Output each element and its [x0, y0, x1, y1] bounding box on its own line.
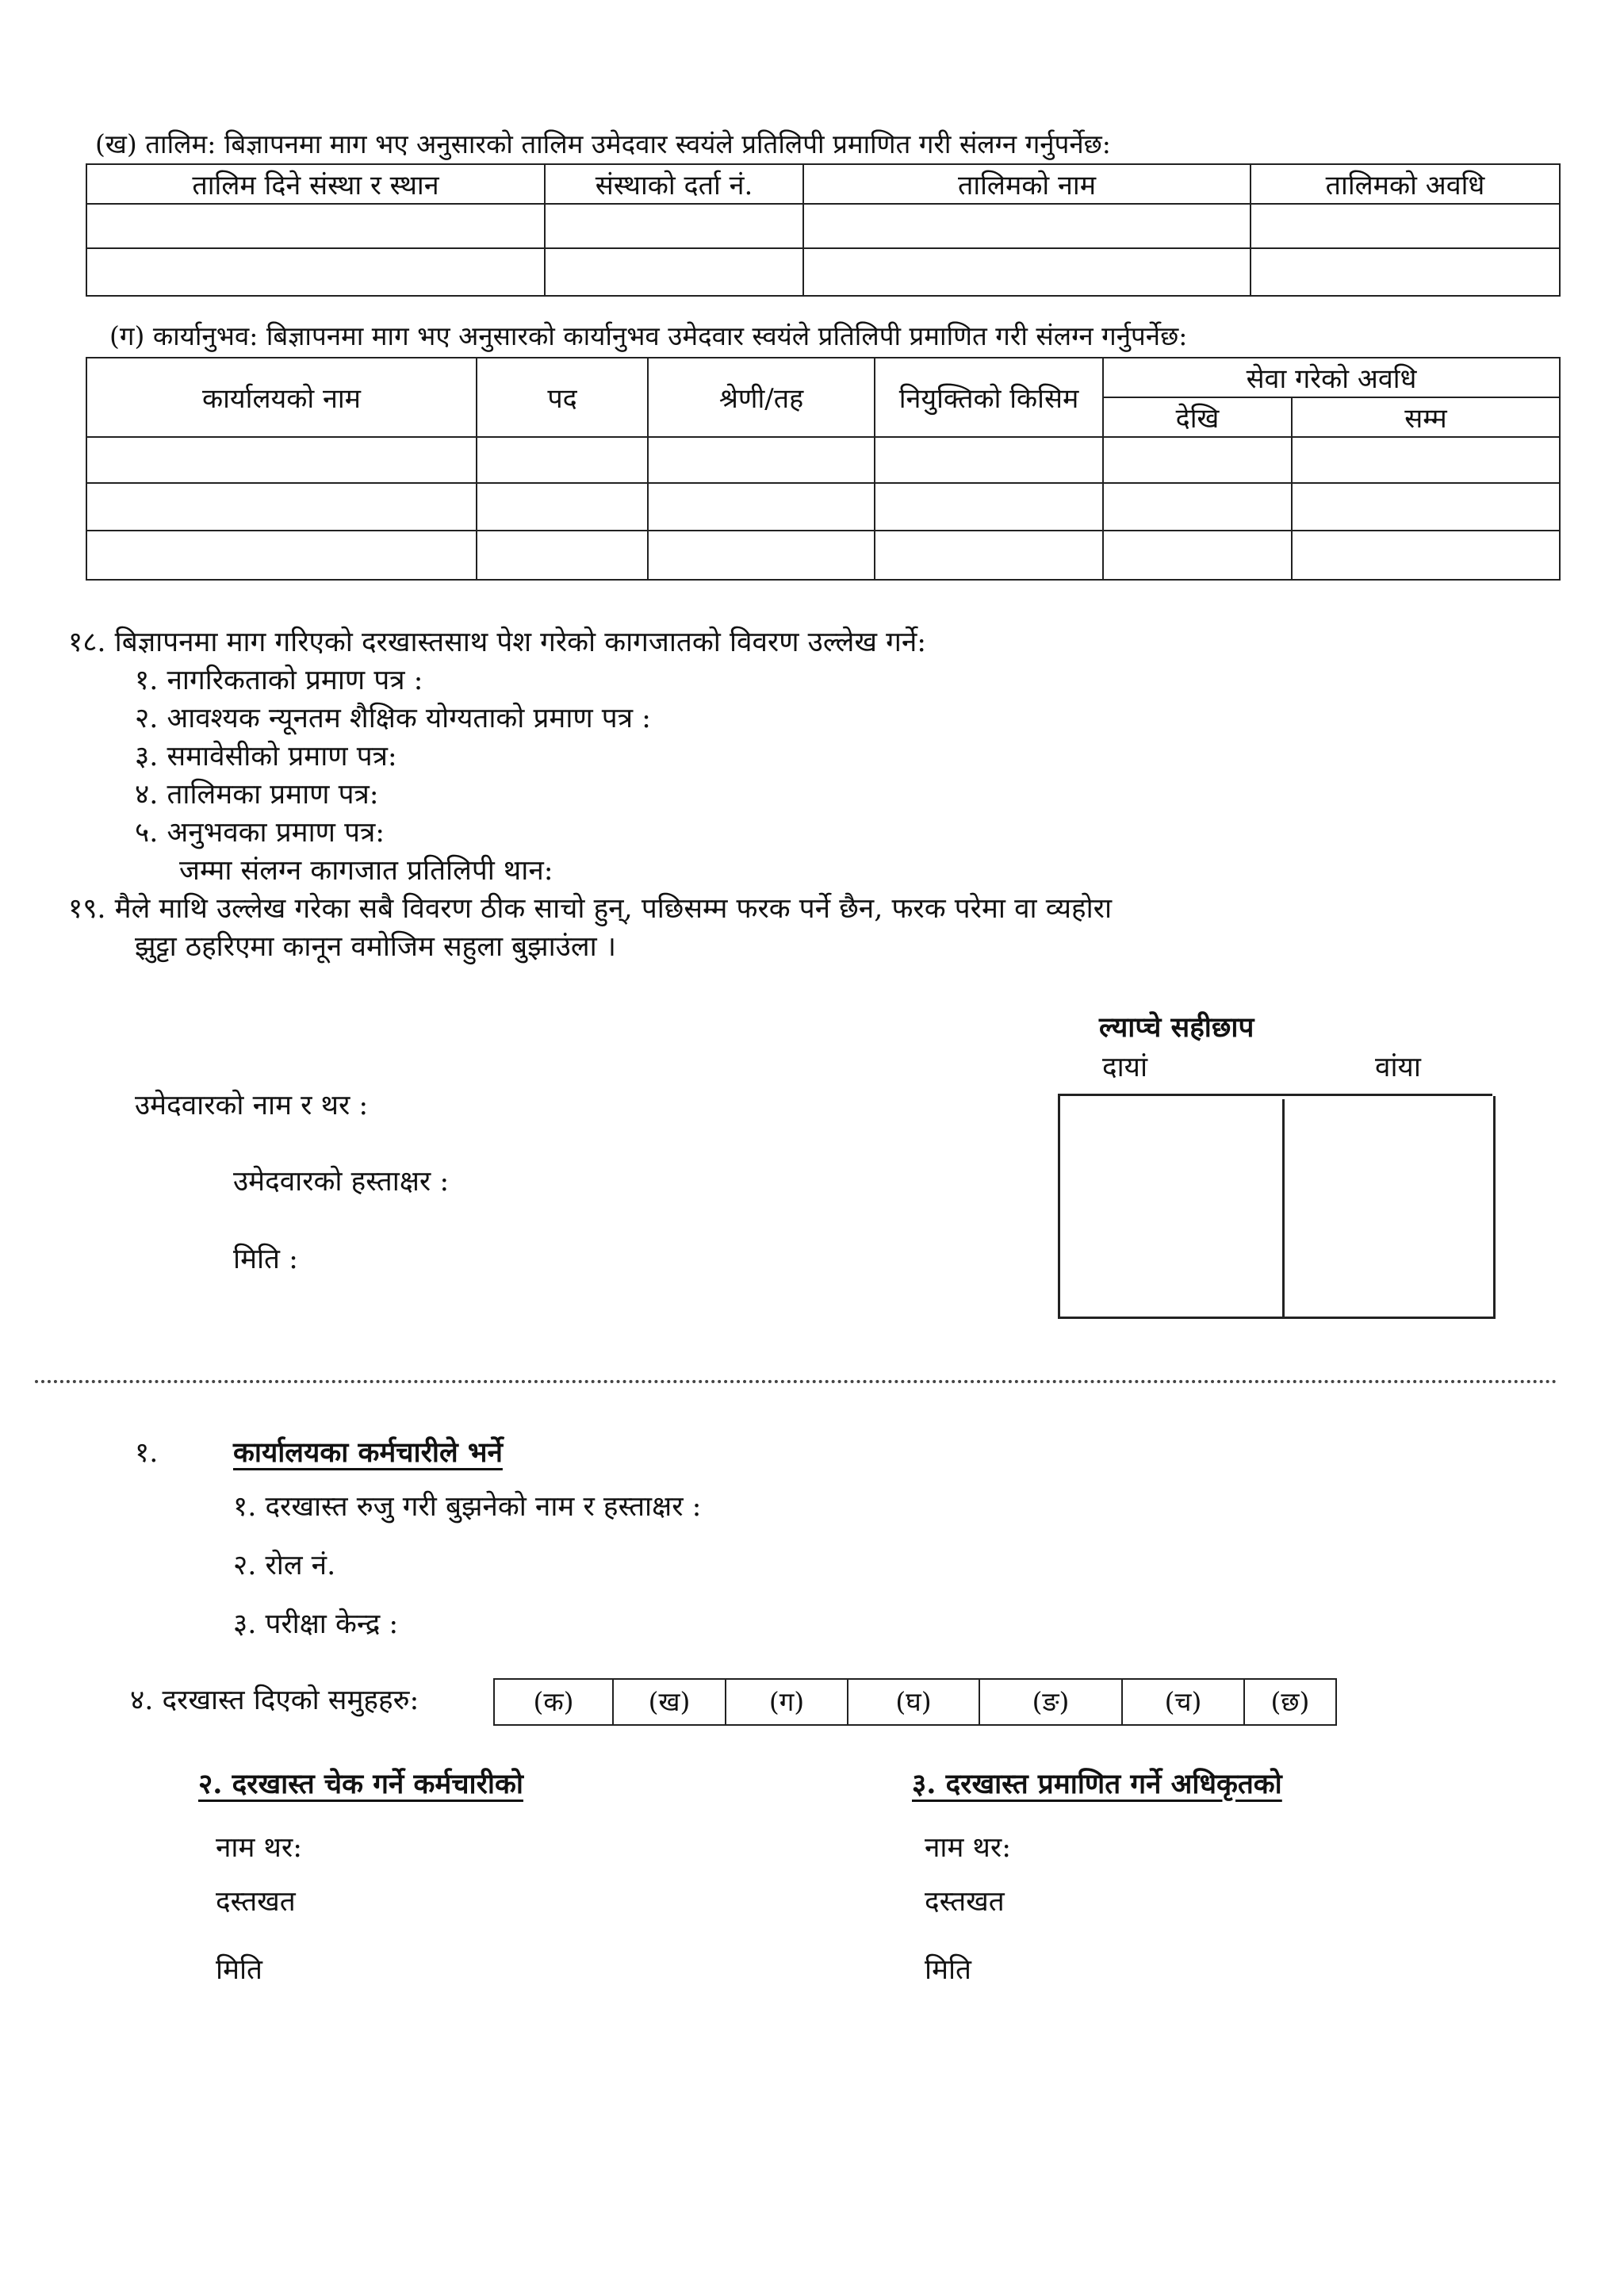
- group-box[interactable]: (च): [1123, 1680, 1245, 1724]
- checker-title: २. दरखास्त चेक गर्ने कर्मचारीको: [198, 1768, 523, 1800]
- table-row: [86, 248, 1560, 296]
- office-item: ३. परीक्षा केन्द्र :: [233, 1608, 399, 1640]
- experience-col-appointment: नियुक्तिको किसिम: [875, 358, 1103, 437]
- document-item: २. आवश्यक न्यूनतम शैक्षिक योग्यताको प्रमाण पत्र :: [135, 703, 651, 734]
- checker-name-label: नाम थर:: [216, 1832, 303, 1864]
- table-cell[interactable]: [1292, 531, 1560, 580]
- experience-col-office: कार्यालयको नाम: [86, 358, 477, 437]
- group-box[interactable]: (ङ): [980, 1680, 1123, 1724]
- documents-heading: १८. बिज्ञापनमा माग गरिएको दरखास्तसाथ पेश गरेको कागजातको विवरण उल्लेख गर्ने:: [68, 627, 927, 658]
- table-cell[interactable]: [86, 204, 545, 248]
- table-cell[interactable]: [875, 483, 1103, 531]
- table-cell[interactable]: [86, 437, 477, 483]
- candidate-name-label: उमेदवारको नाम र थर :: [135, 1090, 369, 1121]
- table-cell[interactable]: [875, 531, 1103, 580]
- cut-line: [35, 1380, 1557, 1383]
- table-cell[interactable]: [648, 531, 875, 580]
- table-cell[interactable]: [545, 204, 803, 248]
- groups-boxes: [493, 1678, 1337, 1726]
- group-box[interactable]: (क): [495, 1680, 614, 1724]
- table-cell[interactable]: [803, 204, 1251, 248]
- document-total: जम्मा संलग्न कागजात प्रतिलिपी थान:: [179, 855, 553, 887]
- table-cell[interactable]: [86, 483, 477, 531]
- table-cell[interactable]: [1103, 437, 1292, 483]
- table-cell[interactable]: [1251, 204, 1560, 248]
- table-row: [86, 483, 1560, 531]
- thumbprint-box: [1058, 1096, 1496, 1319]
- table-cell[interactable]: [1103, 531, 1292, 580]
- table-cell[interactable]: [86, 531, 477, 580]
- experience-col-from: देखि: [1103, 397, 1292, 437]
- group-box[interactable]: (छ): [1270, 1686, 1310, 1717]
- declaration-line1: १९. मैले माथि उल्लेख गरेका सबै विवरण ठीक साचो हुन्, पछिसम्म फरक पर्ने छैन, फरक परेमा वा व्यहोरा: [68, 893, 1113, 925]
- table-cell[interactable]: [803, 248, 1251, 296]
- office-section-title: कार्यालयका कर्मचारीले भर्ने: [233, 1436, 503, 1469]
- groups-label: ४. दरखास्त दिएको समुहहरु:: [130, 1685, 419, 1716]
- thumbprint-title: ल्याप्चे सहीछाप: [1099, 1011, 1254, 1044]
- training-table: [86, 163, 1561, 297]
- table-row: [86, 204, 1560, 248]
- experience-heading: (ग) कार्यानुभव: बिज्ञापनमा माग भए अनुसारको कार्यानुभव उमेदवार स्वयंले प्रतिलिपी प्रमाणित गरी संलग्न गर्नुपर्नेछ:: [109, 320, 1188, 351]
- table-cell[interactable]: [648, 437, 875, 483]
- experience-col-to: सम्म: [1292, 397, 1560, 437]
- thumbprint-divider: [1282, 1099, 1285, 1319]
- document-item: ३. समावेसीको प्रमाण पत्र:: [135, 741, 397, 772]
- approver-date-label: मिति: [925, 1954, 972, 1986]
- table-cell[interactable]: [1292, 483, 1560, 531]
- training-col-institute: तालिम दिने संस्था र स्थान: [86, 164, 545, 204]
- document-item: १. नागरिकताको प्रमाण पत्र :: [135, 665, 423, 696]
- table-cell[interactable]: [86, 248, 545, 296]
- group-box[interactable]: (ख): [614, 1680, 726, 1724]
- group-box[interactable]: (ग): [726, 1680, 848, 1724]
- group-box[interactable]: (घ): [848, 1680, 980, 1724]
- training-col-duration: तालिमको अवधि: [1251, 164, 1560, 204]
- table-cell[interactable]: [1103, 483, 1292, 531]
- office-section-number: १.: [135, 1437, 159, 1469]
- experience-col-level: श्रेणी/तह: [648, 358, 875, 437]
- table-cell[interactable]: [648, 483, 875, 531]
- table-row: [86, 437, 1560, 483]
- training-col-registration: संस्थाको दर्ता नं.: [545, 164, 803, 204]
- approver-signature-label: दस्तखत: [925, 1886, 1005, 1918]
- table-cell[interactable]: [477, 531, 648, 580]
- candidate-signature-label: उमेदवारको हस्ताक्षर :: [233, 1166, 450, 1198]
- training-col-name: तालिमको नाम: [803, 164, 1251, 204]
- office-item: २. रोल नं.: [233, 1550, 336, 1581]
- approver-name-label: नाम थर:: [925, 1832, 1012, 1864]
- checker-signature-label: दस्तखत: [216, 1886, 296, 1918]
- document-item: ५. अनुभवका प्रमाण पत्र:: [135, 817, 385, 849]
- approver-title: ३. दरखास्त प्रमाणित गर्ने अधिकृतको: [912, 1768, 1282, 1800]
- candidate-date-label: मिति :: [233, 1244, 298, 1275]
- thumbprint-right-label: दायां: [1102, 1052, 1148, 1083]
- table-cell[interactable]: [477, 483, 648, 531]
- table-cell[interactable]: [545, 248, 803, 296]
- table-row: [86, 531, 1560, 580]
- experience-table: [86, 357, 1561, 581]
- checker-date-label: मिति: [216, 1954, 263, 1986]
- declaration-line2: झुट्टा ठहरिएमा कानून वमोजिम सहुला बुझाउंला ।: [135, 931, 617, 963]
- office-item: १. दरखास्त रुजु गरी बुझनेको नाम र हस्ताक्षर :: [233, 1491, 702, 1523]
- experience-col-post: पद: [477, 358, 648, 437]
- experience-col-service-period: सेवा गरेको अवधि: [1103, 358, 1560, 397]
- table-cell[interactable]: [1251, 248, 1560, 296]
- thumbprint-left-label: वांया: [1375, 1052, 1421, 1083]
- table-cell[interactable]: [875, 437, 1103, 483]
- table-cell[interactable]: [477, 437, 648, 483]
- document-item: ४. तालिमका प्रमाण पत्र:: [135, 779, 379, 811]
- training-heading: (ख) तालिम: बिज्ञापनमा माग भए अनुसारको तालिम उमेदवार स्वयंले प्रतिलिपी प्रमाणित गरी संलग्न गर्नुपर्नेछ:: [95, 128, 1111, 159]
- table-cell[interactable]: [1292, 437, 1560, 483]
